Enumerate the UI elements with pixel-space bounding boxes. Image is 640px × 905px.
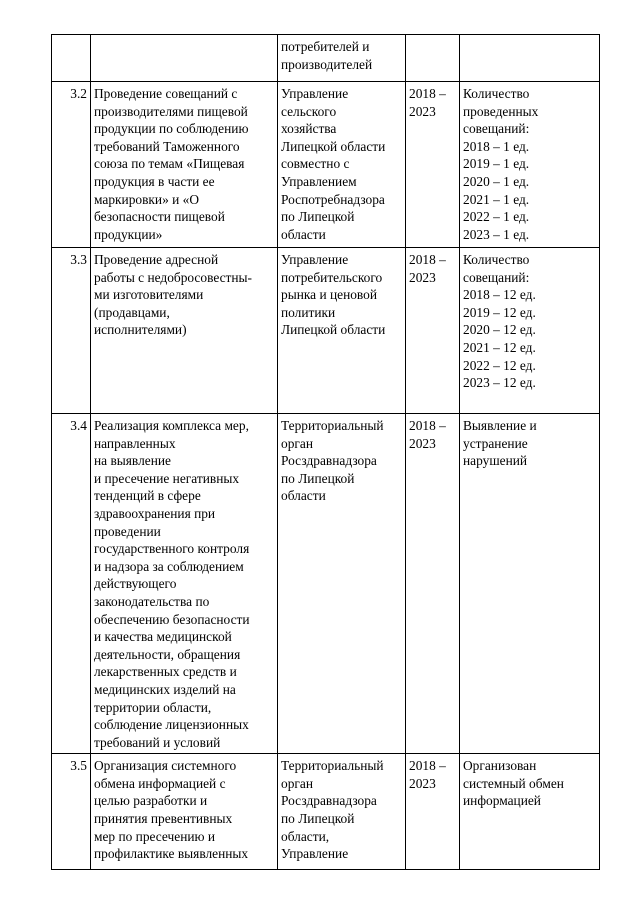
event-line: Проведение адресной bbox=[94, 252, 219, 267]
executor-line: Управление bbox=[281, 86, 349, 101]
executor-cell bbox=[278, 248, 406, 414]
indicator-line: системный обмен bbox=[463, 775, 564, 791]
event-line: (продавцами, bbox=[94, 304, 170, 320]
period-line: 2018 – bbox=[409, 252, 446, 267]
executor-line: области bbox=[281, 488, 326, 504]
event-line: союза по темам «Пищевая bbox=[94, 156, 245, 172]
event-line: исполнителями) bbox=[94, 322, 187, 338]
executor-line: Территориальный bbox=[281, 418, 384, 433]
period-cell bbox=[406, 82, 460, 248]
event-line: обмена информацией с bbox=[94, 775, 226, 791]
indicator-line: 2021 – 1 ед. bbox=[463, 191, 530, 207]
event-cell bbox=[91, 35, 278, 82]
event-line: Организация системного bbox=[94, 758, 237, 774]
event-cell bbox=[91, 248, 278, 414]
event-line: маркировки» и «О bbox=[94, 191, 199, 207]
executor-line: по Липецкой bbox=[281, 470, 355, 486]
event-line: продукции по соблюдению bbox=[94, 121, 249, 137]
event-line: Проведение совещаний с bbox=[94, 86, 238, 101]
event-line: профилактике выявленных bbox=[94, 846, 249, 862]
event-line: принятия превентивных bbox=[94, 811, 233, 827]
executor-cell bbox=[278, 35, 406, 82]
indicator-line: 2019 – 12 ед. bbox=[463, 304, 536, 320]
event-line: ми изготовителями bbox=[94, 287, 204, 303]
executor-cell bbox=[278, 82, 406, 248]
event-line: проведении bbox=[94, 523, 161, 539]
event-line: производителями пищевой bbox=[94, 103, 248, 119]
event-line: требований Таможенного bbox=[94, 138, 240, 154]
indicator-line: проведенных bbox=[463, 103, 539, 119]
executor-line: области, bbox=[281, 828, 330, 844]
event-line: здравоохранения при bbox=[94, 505, 216, 521]
executor-line: Управление bbox=[281, 846, 349, 862]
event-line: законодательства по bbox=[94, 593, 210, 609]
indicator-line: совещаний: bbox=[463, 121, 530, 137]
measures-table bbox=[51, 34, 600, 870]
event-line: направленных bbox=[94, 435, 176, 451]
event-line: лекарственных средств и bbox=[94, 664, 237, 680]
table-row bbox=[52, 82, 600, 248]
event-line: и качества медицинской bbox=[94, 629, 232, 645]
row-number bbox=[52, 414, 91, 754]
period-line: 2023 bbox=[409, 103, 436, 119]
executor-line: Управлением bbox=[281, 173, 357, 189]
period-cell bbox=[406, 414, 460, 754]
executor-line: по Липецкой bbox=[281, 209, 355, 225]
indicator-cell bbox=[460, 248, 600, 414]
executor-cell bbox=[278, 754, 406, 870]
executor-cell bbox=[278, 414, 406, 754]
indicator-cell bbox=[460, 414, 600, 754]
table-row bbox=[52, 414, 600, 754]
executor-line: рынка и ценовой bbox=[281, 287, 378, 303]
indicator-line: Организован bbox=[463, 758, 537, 774]
executor-line: Роспотребнадзора bbox=[281, 191, 385, 207]
executor-line: потребительского bbox=[281, 269, 383, 285]
event-line: государственного контроля bbox=[94, 541, 250, 557]
event-line: территории области, bbox=[94, 699, 212, 715]
event-line: тенденций в сфере bbox=[94, 488, 201, 504]
period-line: 2018 – bbox=[409, 86, 446, 101]
indicator-line: Количество bbox=[463, 252, 530, 267]
indicator-line: совещаний: bbox=[463, 269, 530, 285]
measures-table-body bbox=[52, 35, 600, 870]
executor-line: Росздравнадзора bbox=[281, 793, 377, 809]
executor-line: Территориальный bbox=[281, 758, 384, 774]
event-cell bbox=[91, 82, 278, 248]
executor-line: области bbox=[281, 226, 326, 242]
event-line: соблюдение лицензионных bbox=[94, 717, 249, 733]
event-cell bbox=[91, 414, 278, 754]
executor-line: по Липецкой bbox=[281, 811, 355, 827]
indicator-line: 2022 – 1 ед. bbox=[463, 209, 530, 225]
event-line: на выявление bbox=[94, 453, 171, 469]
period-cell bbox=[406, 754, 460, 870]
executor-line: орган bbox=[281, 775, 313, 791]
event-line: продукция в части ее bbox=[94, 173, 215, 189]
executor-line: Липецкой области bbox=[281, 322, 386, 338]
event-line: требований и условий bbox=[94, 734, 221, 750]
event-line: и надзора за соблюдением bbox=[94, 558, 244, 574]
executor-line: Росздравнадзора bbox=[281, 453, 377, 469]
executor-line: политики bbox=[281, 304, 336, 320]
row-number-text: 3.3 bbox=[70, 252, 87, 267]
event-line: целью разработки и bbox=[94, 793, 208, 809]
event-line: продукции» bbox=[94, 226, 163, 242]
executor-line: орган bbox=[281, 435, 313, 451]
period-cell bbox=[406, 248, 460, 414]
indicator-line: Выявление и bbox=[463, 418, 537, 433]
executor-line: потребителей и bbox=[281, 39, 370, 54]
event-line: работы с недобросовестны- bbox=[94, 269, 253, 285]
event-line: медицинских изделий на bbox=[94, 681, 236, 697]
event-line: деятельности, обращения bbox=[94, 646, 241, 662]
period-line: 2023 bbox=[409, 775, 436, 791]
indicator-cell bbox=[460, 82, 600, 248]
row-number-text: 3.5 bbox=[70, 758, 87, 774]
event-line: обеспечению безопасности bbox=[94, 611, 250, 627]
row-number bbox=[52, 248, 91, 414]
period-line: 2023 bbox=[409, 435, 436, 451]
indicator-line: устранение bbox=[463, 435, 528, 451]
executor-line: Липецкой области bbox=[281, 138, 386, 154]
event-line: действующего bbox=[94, 576, 177, 592]
indicator-cell bbox=[460, 754, 600, 870]
row-number-text: 3.2 bbox=[70, 86, 87, 101]
period-cell bbox=[406, 35, 460, 82]
event-line: и пресечение негативных bbox=[94, 470, 240, 486]
indicator-line: 2018 – 12 ед. bbox=[463, 287, 536, 303]
indicator-line: 2020 – 12 ед. bbox=[463, 322, 536, 338]
executor-line: хозяйства bbox=[281, 121, 337, 137]
indicator-line: 2020 – 1 ед. bbox=[463, 173, 530, 189]
indicator-line: 2023 – 12 ед. bbox=[463, 375, 536, 391]
event-line: Реализация комплекса мер, bbox=[94, 418, 249, 433]
period-line: 2018 – bbox=[409, 758, 446, 774]
indicator-line: 2018 – 1 ед. bbox=[463, 138, 530, 154]
row-number bbox=[52, 82, 91, 248]
indicator-line: 2022 – 12 ед. bbox=[463, 357, 536, 373]
indicator-line: Количество bbox=[463, 86, 530, 101]
executor-line: производителей bbox=[281, 56, 373, 72]
row-number bbox=[52, 754, 91, 870]
row-number-text: 3.4 bbox=[70, 418, 87, 433]
event-line: мер по пресечению и bbox=[94, 828, 216, 844]
indicator-line: 2021 – 12 ед. bbox=[463, 339, 536, 355]
table-row bbox=[52, 248, 600, 414]
period-line: 2018 – bbox=[409, 418, 446, 433]
executor-line: Управление bbox=[281, 252, 349, 267]
table-row bbox=[52, 754, 600, 870]
row-number bbox=[52, 35, 91, 82]
event-line: безопасности пищевой bbox=[94, 209, 225, 225]
executor-line: сельского bbox=[281, 103, 337, 119]
indicator-line: нарушений bbox=[463, 453, 528, 469]
indicator-line: 2019 – 1 ед. bbox=[463, 156, 530, 172]
executor-line: совместно с bbox=[281, 156, 350, 172]
indicator-line: информацией bbox=[463, 793, 541, 809]
period-line: 2023 bbox=[409, 269, 436, 285]
table-row bbox=[52, 35, 600, 82]
indicator-line: 2023 – 1 ед. bbox=[463, 226, 530, 242]
indicator-cell bbox=[460, 35, 600, 82]
event-cell bbox=[91, 754, 278, 870]
